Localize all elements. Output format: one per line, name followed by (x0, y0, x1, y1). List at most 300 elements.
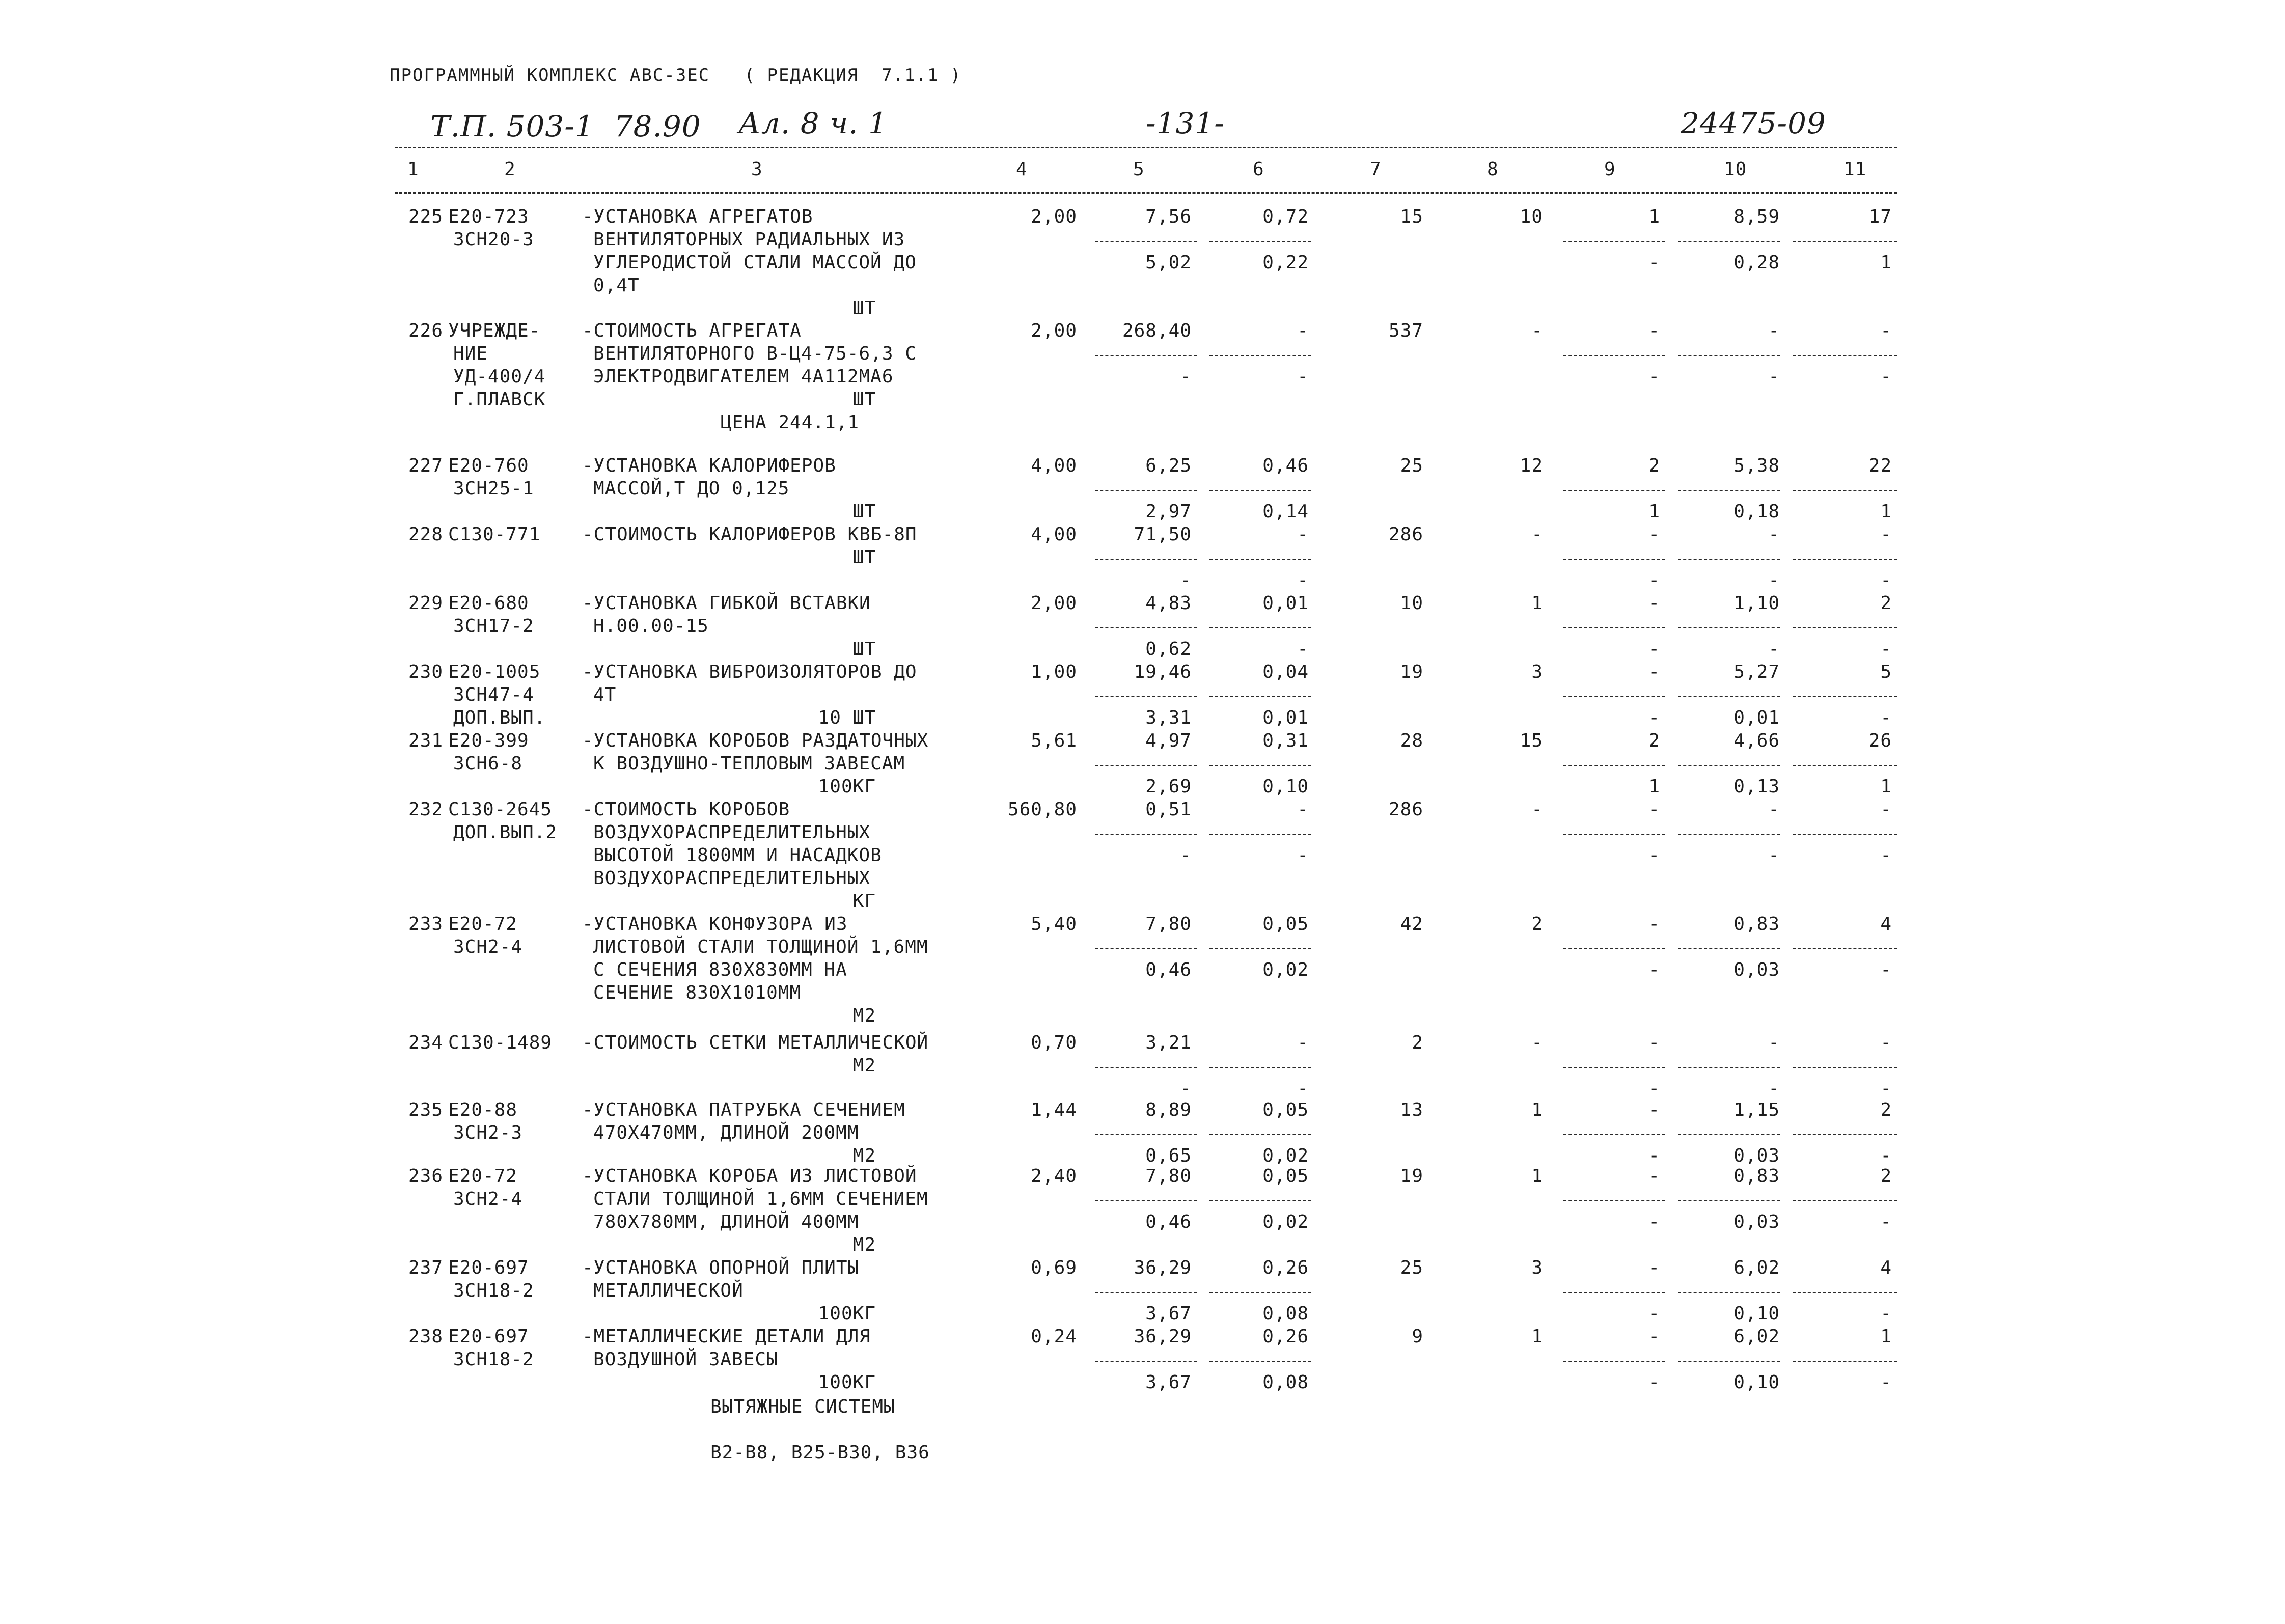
sub-divider (1793, 1292, 1897, 1293)
quantity: 5,61 (1031, 730, 1077, 751)
value-col7: 537 (1388, 320, 1423, 341)
sub-divider (1563, 627, 1665, 628)
value-col5-second: 0,46 (1145, 1212, 1192, 1232)
sub-divider (1678, 765, 1780, 766)
value-col9: - (1648, 1257, 1660, 1278)
sub-divider (1095, 834, 1197, 835)
value-col5: 71,50 (1134, 524, 1192, 545)
resource-code: Е20-760 (448, 455, 529, 476)
value-col9: - (1648, 1166, 1660, 1187)
description-line: -УСТАНОВКА КОНФУЗОРА ИЗ (582, 914, 848, 934)
resource-code: ЗСН2-4 (453, 1189, 523, 1209)
value-col11-second: 1 (1880, 501, 1892, 522)
unit-of-measure: М2 (852, 1234, 876, 1255)
value-col6-second: 0,08 (1262, 1303, 1309, 1324)
value-col5: 268,40 (1122, 320, 1192, 341)
sub-divider (1209, 834, 1311, 835)
value-col11: 17 (1868, 206, 1892, 227)
value-col10-second: 0,03 (1733, 1145, 1780, 1166)
sub-divider (1793, 834, 1897, 835)
resource-code: ЗСН17-2 (453, 616, 534, 637)
value-col7: 15 (1400, 206, 1423, 227)
row-number: 227 (408, 455, 443, 476)
value-col8: - (1531, 320, 1543, 341)
sub-divider (1563, 765, 1665, 766)
sub-divider (1209, 948, 1311, 949)
sub-divider (1678, 1067, 1780, 1068)
value-col5: 6,25 (1145, 455, 1192, 476)
resource-code: УД-400/4 (453, 366, 546, 387)
description-line: ЛИСТОВОЙ СТАЛИ ТОЛЩИНОЙ 1,6ММ (593, 937, 928, 957)
description-line: -УСТАНОВКА ОПОРНОЙ ПЛИТЫ (582, 1257, 860, 1278)
value-col5: 0,51 (1145, 799, 1192, 820)
value-col10-second: - (1768, 845, 1780, 866)
column-header-2: 2 (504, 159, 516, 180)
value-col10: 0,83 (1733, 914, 1780, 934)
resource-code: Е20-72 (448, 914, 518, 934)
sub-divider (1095, 1200, 1197, 1201)
value-col11: 5 (1880, 662, 1892, 682)
description-line: ВОЗДУХОРАСПРЕДЕЛИТЕЛЬНЫХ (593, 822, 871, 843)
value-col10: - (1768, 1032, 1780, 1053)
sub-divider (1793, 355, 1897, 356)
unit-of-measure: 10 ШТ (818, 707, 876, 728)
value-col11-second: - (1880, 707, 1892, 728)
value-col8: 1 (1531, 593, 1543, 614)
column-header-6: 6 (1253, 159, 1264, 180)
sub-divider (1209, 241, 1311, 242)
value-col8: - (1531, 799, 1543, 820)
value-col10: - (1768, 799, 1780, 820)
value-col5-second: 3,67 (1145, 1372, 1192, 1393)
value-col6: - (1297, 320, 1309, 341)
unit-of-measure: ШТ (852, 639, 876, 659)
sub-divider (1678, 1200, 1780, 1201)
value-col10: 5,27 (1733, 662, 1780, 682)
value-col9: 1 (1648, 206, 1660, 227)
value-col5-second: 5,02 (1145, 252, 1192, 273)
sub-divider (1563, 241, 1665, 242)
resource-code: ЗСН18-2 (453, 1349, 534, 1370)
sub-divider (1678, 1134, 1780, 1135)
resource-code: ДОП.ВЫП. (453, 707, 546, 728)
sub-divider (1563, 355, 1665, 356)
value-col9-second: - (1648, 845, 1660, 866)
sub-divider (1209, 355, 1311, 356)
value-col6-second: - (1297, 570, 1309, 591)
unit-of-measure: ШТ (852, 547, 876, 568)
value-col6-second: 0,01 (1262, 707, 1309, 728)
value-col7: 25 (1400, 455, 1423, 476)
row-number: 231 (408, 730, 443, 751)
value-col11-second: - (1880, 959, 1892, 980)
value-col11-second: - (1880, 1303, 1892, 1324)
unit-of-measure: 100КГ (818, 1303, 876, 1324)
resource-code: Е20-697 (448, 1326, 529, 1347)
resource-code: Е20-680 (448, 593, 529, 614)
value-col5: 7,56 (1145, 206, 1192, 227)
value-col11: 22 (1868, 455, 1892, 476)
value-col10-second: 0,03 (1733, 959, 1780, 980)
description-line: 4Т (593, 684, 617, 705)
value-col5: 4,83 (1145, 593, 1192, 614)
value-col7: 2 (1412, 1032, 1423, 1053)
value-col11: 1 (1880, 1326, 1892, 1347)
program-header: ПРОГРАММНЫЙ КОМПЛЕКС АВС-ЗЕС ( РЕДАКЦИЯ 7.1.1 ) (390, 65, 962, 86)
value-col6-second: 0,22 (1262, 252, 1309, 273)
value-col6-second: - (1297, 366, 1309, 387)
value-col7: 42 (1400, 914, 1423, 934)
row-number: 226 (408, 320, 443, 341)
description-line: -УСТАНОВКА КАЛОРИФЕРОВ (582, 455, 836, 476)
resource-code: НИЕ (453, 343, 488, 364)
value-col6-second: 0,14 (1262, 501, 1309, 522)
sub-divider (1209, 627, 1311, 628)
sub-divider (1793, 1067, 1897, 1068)
value-col10-second: - (1768, 1078, 1780, 1099)
sub-divider (1095, 696, 1197, 697)
description-line: Н.00.00-15 (593, 616, 709, 637)
sub-divider (1095, 355, 1197, 356)
sub-divider (1209, 559, 1311, 560)
value-col8: 1 (1531, 1166, 1543, 1187)
album-number: Ал. 8 ч. 1 (738, 106, 888, 141)
value-col7: 19 (1400, 1166, 1423, 1187)
value-col10-second: 0,13 (1733, 776, 1780, 797)
value-col10: 1,15 (1733, 1099, 1780, 1120)
resource-code: С130-1489 (448, 1032, 553, 1053)
quantity: 1,00 (1031, 662, 1077, 682)
systems-list: В2-В8, В25-В30, В36 (710, 1442, 930, 1463)
sub-divider (1209, 1134, 1311, 1135)
value-col9: - (1648, 662, 1660, 682)
value-col8: 2 (1531, 914, 1543, 934)
sub-divider (1095, 1292, 1197, 1293)
quantity: 0,70 (1031, 1032, 1077, 1053)
sub-divider (1678, 490, 1780, 491)
resource-code: Е20-723 (448, 206, 529, 227)
sub-divider (1793, 1134, 1897, 1135)
value-col9-second: - (1648, 1372, 1660, 1393)
description-line: МАССОЙ,Т ДО 0,125 (593, 478, 790, 499)
description-line: 470Х470ММ, ДЛИНОЙ 200ММ (593, 1122, 859, 1143)
unit-of-measure: ШТ (852, 298, 876, 319)
sub-divider (1095, 559, 1197, 560)
value-col5: 4,97 (1145, 730, 1192, 751)
value-col5: 36,29 (1134, 1326, 1192, 1347)
description-line: ВЕНТИЛЯТОРНОГО В-Ц4-75-6,3 С (593, 343, 917, 364)
quantity: 4,00 (1031, 455, 1077, 476)
value-col11: 2 (1880, 1099, 1892, 1120)
value-col8: 15 (1520, 730, 1543, 751)
sub-divider (1563, 1361, 1665, 1362)
value-col9: - (1648, 524, 1660, 545)
value-col6: 0,26 (1262, 1326, 1309, 1347)
value-col7: 25 (1400, 1257, 1423, 1278)
sub-divider (1209, 490, 1311, 491)
value-col5-second: - (1180, 1078, 1192, 1099)
sub-divider (1095, 241, 1197, 242)
resource-code: Е20-72 (448, 1166, 518, 1187)
description-line: -СТОИМОСТЬ КОРОБОВ (582, 799, 790, 820)
resource-code: Е20-399 (448, 730, 529, 751)
unit-of-measure: КГ (852, 891, 876, 912)
description-line: ВЫСОТОЙ 1800ММ И НАСАДКОВ (593, 845, 882, 866)
value-col7: 286 (1388, 799, 1423, 820)
quantity: 2,00 (1031, 206, 1077, 227)
sub-divider (1793, 696, 1897, 697)
value-col10: 6,02 (1733, 1326, 1780, 1347)
row-number: 234 (408, 1032, 443, 1053)
value-col10: 0,83 (1733, 1166, 1780, 1187)
unit-of-measure: М2 (852, 1145, 876, 1166)
value-col5-second: - (1180, 570, 1192, 591)
sub-divider (1095, 765, 1197, 766)
resource-code: С130-771 (448, 524, 541, 545)
description-line: СЕЧЕНИЕ 830Х1010ММ (593, 982, 802, 1003)
value-col10: - (1768, 524, 1780, 545)
sub-divider (1678, 1361, 1780, 1362)
header-divider-top (395, 147, 1897, 148)
value-col5-second: 2,69 (1145, 776, 1192, 797)
description-line: 0,4Т (593, 275, 640, 296)
resource-code: Г.ПЛАВСК (453, 389, 546, 410)
value-col6-second: 0,08 (1262, 1372, 1309, 1393)
sub-divider (1209, 1292, 1311, 1293)
column-header-3: 3 (751, 159, 763, 180)
quantity: 2,40 (1031, 1166, 1077, 1187)
value-col8: 1 (1531, 1099, 1543, 1120)
value-col6-second: - (1297, 1078, 1309, 1099)
resource-code: ЗСН2-3 (453, 1122, 523, 1143)
value-col9: - (1648, 799, 1660, 820)
sub-divider (1793, 490, 1897, 491)
value-col9: 2 (1648, 455, 1660, 476)
sub-divider (1563, 1067, 1665, 1068)
resource-code: Е20-88 (448, 1099, 518, 1120)
value-col9-second: - (1648, 707, 1660, 728)
row-number: 225 (408, 206, 443, 227)
sub-divider (1793, 241, 1897, 242)
value-col8: 1 (1531, 1326, 1543, 1347)
quantity: 560,80 (1007, 799, 1077, 820)
sub-divider (1793, 1200, 1897, 1201)
value-col6-second: - (1297, 845, 1309, 866)
unit-of-measure: 100КГ (818, 1372, 876, 1393)
value-col11-second: - (1880, 570, 1892, 591)
sub-divider (1793, 765, 1897, 766)
project-code: Т.П. 503-1 78.90 (430, 109, 701, 144)
value-col7: 286 (1388, 524, 1423, 545)
column-header-10: 10 (1724, 159, 1747, 180)
column-header-7: 7 (1370, 159, 1382, 180)
description-line: К ВОЗДУШНО-ТЕПЛОВЫМ ЗАВЕСАМ (593, 753, 905, 774)
resource-code: С130-2645 (448, 799, 553, 820)
value-col9-second: - (1648, 959, 1660, 980)
description-line: ВОЗДУХОРАСПРЕДЕЛИТЕЛЬНЫХ (593, 868, 871, 889)
sub-divider (1563, 948, 1665, 949)
resource-code: ДОП.ВЫП.2 (453, 822, 558, 843)
value-col9-second: - (1648, 1212, 1660, 1232)
quantity: 4,00 (1031, 524, 1077, 545)
value-col11: - (1880, 799, 1892, 820)
value-col7: 13 (1400, 1099, 1423, 1120)
sub-divider (1793, 948, 1897, 949)
sub-divider (1209, 1200, 1311, 1201)
value-col9-second: - (1648, 252, 1660, 273)
value-col6: 0,46 (1262, 455, 1309, 476)
value-col11: 4 (1880, 1257, 1892, 1278)
value-col9-second: 1 (1648, 776, 1660, 797)
value-col11-second: - (1880, 366, 1892, 387)
quantity: 0,69 (1031, 1257, 1077, 1278)
value-col8: - (1531, 524, 1543, 545)
description-line: -УСТАНОВКА ВИБРОИЗОЛЯТОРОВ ДО (582, 662, 917, 682)
resource-code: ЗСН6-8 (453, 753, 523, 774)
value-col9-second: 1 (1648, 501, 1660, 522)
value-col7: 9 (1412, 1326, 1423, 1347)
value-col9-second: - (1648, 1078, 1660, 1099)
value-col5-second: - (1180, 366, 1192, 387)
column-header-4: 4 (1016, 159, 1028, 180)
resource-code: Е20-697 (448, 1257, 529, 1278)
row-number: 236 (408, 1166, 443, 1187)
sub-divider (1678, 948, 1780, 949)
value-col9-second: - (1648, 1145, 1660, 1166)
value-col5-second: 2,97 (1145, 501, 1192, 522)
row-number: 238 (408, 1326, 443, 1347)
value-col6: - (1297, 1032, 1309, 1053)
value-col8: - (1531, 1032, 1543, 1053)
value-col8: 3 (1531, 1257, 1543, 1278)
header-divider-bottom (395, 192, 1897, 194)
row-number: 233 (408, 914, 443, 934)
description-line: -УСТАНОВКА КОРОБА ИЗ ЛИСТОВОЙ (582, 1166, 917, 1187)
unit-of-measure: М2 (852, 1055, 876, 1076)
value-col5: 8,89 (1145, 1099, 1192, 1120)
value-col9: - (1648, 320, 1660, 341)
value-col9-second: - (1648, 570, 1660, 591)
value-col11-second: - (1880, 1078, 1892, 1099)
value-col6: 0,05 (1262, 1166, 1309, 1187)
sub-divider (1563, 834, 1665, 835)
resource-code: ЗСН25-1 (453, 478, 534, 499)
sub-divider (1209, 765, 1311, 766)
value-col10-second: 0,10 (1733, 1372, 1780, 1393)
value-col10: 8,59 (1733, 206, 1780, 227)
quantity: 5,40 (1031, 914, 1077, 934)
value-col5: 19,46 (1134, 662, 1192, 682)
value-col11: - (1880, 1032, 1892, 1053)
value-col5-second: 0,62 (1145, 639, 1192, 659)
sub-divider (1209, 696, 1311, 697)
sub-divider (1095, 948, 1197, 949)
resource-code: ЗСН18-2 (453, 1280, 534, 1301)
value-col5-second: 3,31 (1145, 707, 1192, 728)
section-heading: ВЫТЯЖНЫЕ СИСТЕМЫ (710, 1396, 895, 1417)
value-col9: - (1648, 1099, 1660, 1120)
value-col10: 1,10 (1733, 593, 1780, 614)
page-number: -131- (1146, 106, 1225, 141)
description-line: СТАЛИ ТОЛЩИНОЙ 1,6ММ СЕЧЕНИЕМ (593, 1189, 928, 1209)
value-col6: 0,26 (1262, 1257, 1309, 1278)
sub-divider (1678, 559, 1780, 560)
value-col11-second: - (1880, 1145, 1892, 1166)
value-col7: 10 (1400, 593, 1423, 614)
value-col9-second: - (1648, 1303, 1660, 1324)
unit-of-measure: ШТ (852, 501, 876, 522)
sub-divider (1678, 834, 1780, 835)
column-header-9: 9 (1604, 159, 1616, 180)
value-col11-second: - (1880, 1212, 1892, 1232)
description-line: ВЕНТИЛЯТОРНЫХ РАДИАЛЬНЫХ ИЗ (593, 229, 905, 250)
sub-divider (1095, 1134, 1197, 1135)
description-line: С СЕЧЕНИЯ 830Х830ММ НА (593, 959, 847, 980)
value-col6: 0,72 (1262, 206, 1309, 227)
value-col10-second: 0,28 (1733, 252, 1780, 273)
description-line: -УСТАНОВКА ГИБКОЙ ВСТАВКИ (582, 593, 871, 614)
value-col9: - (1648, 1326, 1660, 1347)
value-col11: - (1880, 320, 1892, 341)
resource-code: ЗСН47-4 (453, 684, 534, 705)
value-col8: 12 (1520, 455, 1543, 476)
value-col6-second: - (1297, 639, 1309, 659)
row-number: 232 (408, 799, 443, 820)
value-col11-second: - (1880, 1372, 1892, 1393)
resource-code: ЗСН2-4 (453, 937, 523, 957)
sub-divider (1563, 1134, 1665, 1135)
sub-divider (1095, 490, 1197, 491)
resource-code: ЗСН20-3 (453, 229, 534, 250)
row-number: 235 (408, 1099, 443, 1120)
quantity: 1,44 (1031, 1099, 1077, 1120)
row-number: 230 (408, 662, 443, 682)
description-line: МЕТАЛЛИЧЕСКОЙ (593, 1280, 744, 1301)
value-col10-second: 0,10 (1733, 1303, 1780, 1324)
value-col5: 7,80 (1145, 914, 1192, 934)
value-col11: 4 (1880, 914, 1892, 934)
value-col9-second: - (1648, 639, 1660, 659)
value-col6-second: 0,02 (1262, 1212, 1309, 1232)
sub-divider (1563, 696, 1665, 697)
value-col6: 0,01 (1262, 593, 1309, 614)
column-header-11: 11 (1843, 159, 1867, 180)
value-col10-second: - (1768, 639, 1780, 659)
value-col10-second: 0,18 (1733, 501, 1780, 522)
value-col10: 5,38 (1733, 455, 1780, 476)
value-col9-second: - (1648, 366, 1660, 387)
description-line: -УСТАНОВКА АГРЕГАТОВ (582, 206, 813, 227)
description-line: УГЛЕРОДИСТОЙ СТАЛИ МАССОЙ ДО (593, 252, 917, 273)
value-col10-second: - (1768, 366, 1780, 387)
sub-divider (1793, 627, 1897, 628)
sub-divider (1678, 355, 1780, 356)
row-number: 228 (408, 524, 443, 545)
sub-divider (1563, 559, 1665, 560)
value-col9: 2 (1648, 730, 1660, 751)
unit-of-measure: М2 (852, 1005, 876, 1026)
value-col10: - (1768, 320, 1780, 341)
value-col11: - (1880, 524, 1892, 545)
quantity: 2,00 (1031, 320, 1077, 341)
value-col6-second: 0,10 (1262, 776, 1309, 797)
value-col9: - (1648, 593, 1660, 614)
value-col6-second: 0,02 (1262, 1145, 1309, 1166)
description-line: -СТОИМОСТЬ КАЛОРИФЕРОВ КВБ-8П (582, 524, 917, 545)
sub-divider (1563, 490, 1665, 491)
sub-divider (1678, 1292, 1780, 1293)
sub-divider (1095, 627, 1197, 628)
